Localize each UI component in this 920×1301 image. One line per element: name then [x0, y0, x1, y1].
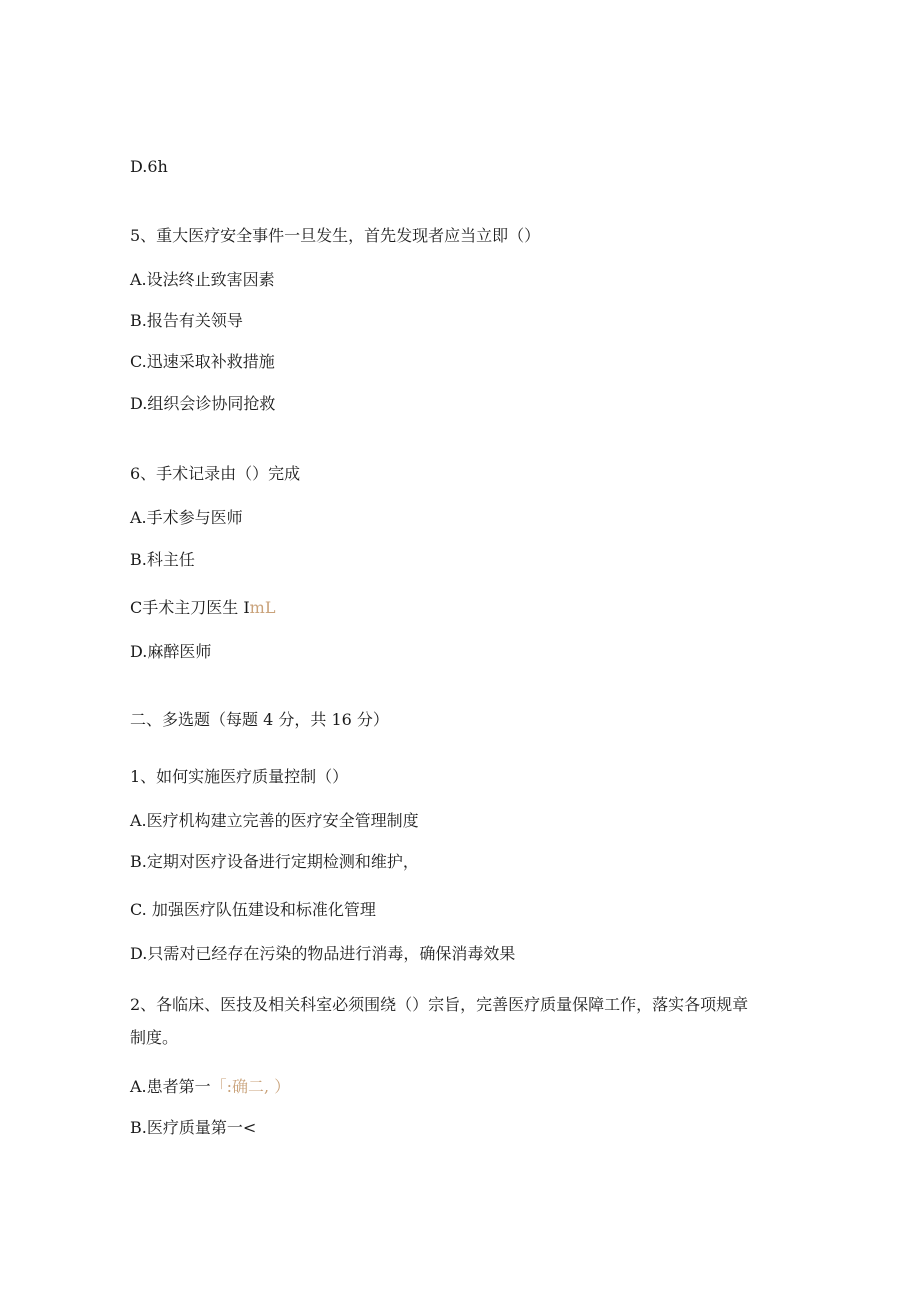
q6-option-a: A.手术参与医师 — [130, 508, 243, 527]
q6-option-c-text: C手术主刀医生 I — [130, 598, 250, 617]
mq1-option-a: A.医疗机构建立完善的医疗安全管理制度 — [130, 811, 419, 830]
q5-option-b: B.报告有关领导 — [130, 311, 243, 330]
mq1-option-d: D.只需对已经存在污染的物品进行消毒，确保消毒效果 — [130, 944, 516, 963]
q5-option-d: D.组织会诊协同抢救 — [130, 394, 276, 413]
q5-option-a: A.设法终止致害因素 — [130, 270, 275, 289]
q5-option-c: C.迅速采取补救措施 — [130, 352, 275, 371]
mq2-option-b-text: B.医疗质量第一 — [130, 1118, 243, 1137]
q5-question: 5、重大医疗安全事件一旦发生，首先发现者应当立即（） — [130, 226, 541, 245]
q6-option-d: D.麻醉医师 — [130, 642, 212, 661]
mq2-question-line1: 2、各临床、医技及相关科室必须围绕（）宗旨，完善医疗质量保障工作，落实各项规章 — [130, 995, 749, 1014]
q6-option-b: B.科主任 — [130, 550, 195, 569]
mq2-question-line2: 制度。 — [130, 1028, 179, 1047]
mq2-option-b — [130, 1118, 256, 1138]
mq2-option-a-mark: 「:确二, ） — [210, 1077, 291, 1096]
mq2-option-a — [130, 1077, 290, 1097]
q6-option-c-mark: mL — [249, 598, 276, 617]
q6-option-c — [130, 598, 275, 618]
mq1-option-c: C. 加强医疗队伍建设和标准化管理 — [130, 900, 376, 919]
mq2-option-b-mark: < — [242, 1118, 257, 1137]
mq2-option-a-text: A.患者第一 — [130, 1077, 211, 1096]
mq1-option-b: B.定期对医疗设备进行定期检测和维护， — [130, 852, 419, 871]
mq1-question: 1、如何实施医疗质量控制（） — [130, 767, 349, 786]
section-title: 二、多选题（每题 4 分，共 16 分） — [130, 710, 389, 729]
q4-option-d: D.6h — [130, 157, 168, 176]
q6-question: 6、手术记录由（）完成 — [130, 464, 301, 483]
